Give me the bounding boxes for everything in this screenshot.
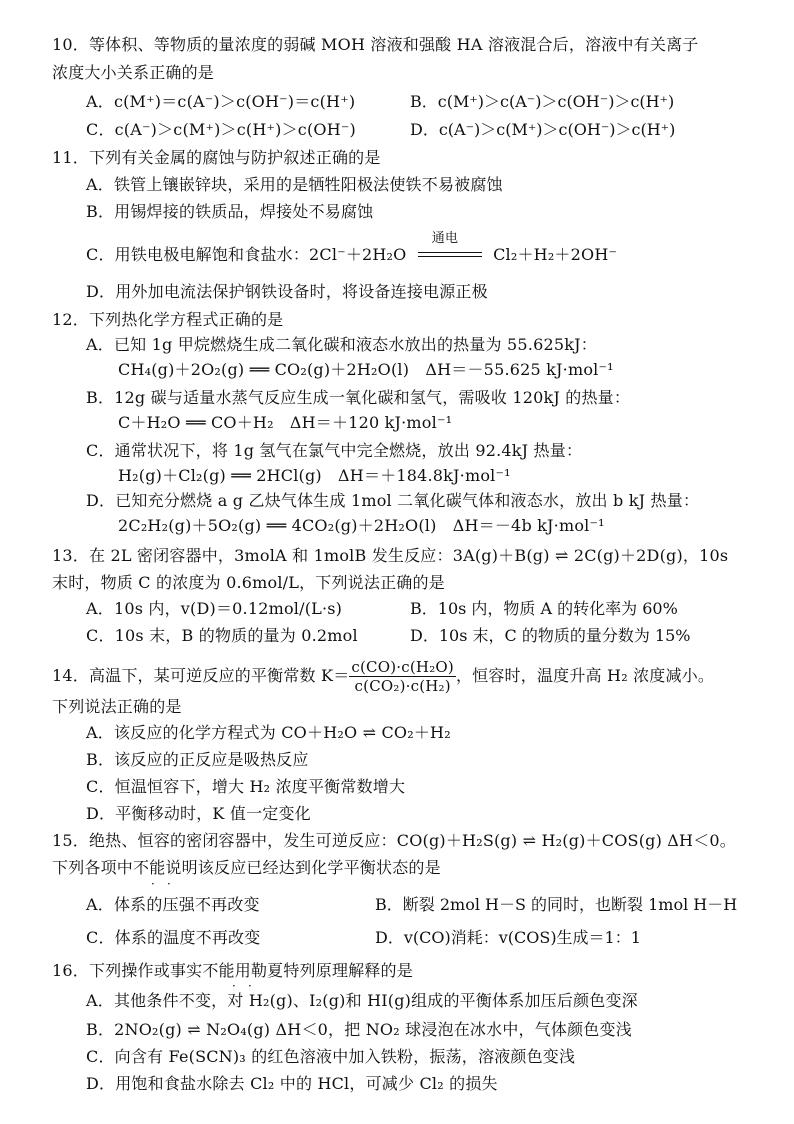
q14-stem-line2: 下列说法正确的是 (52, 697, 182, 716)
q11-option-a: A．铁管上镶嵌锌块，采用的是牺牲阳极法使铁不易被腐蚀 (86, 175, 503, 194)
q12-option-a-line1: A．已知 1g 甲烷燃烧生成二氧化碳和液态水放出的热量为 55.625kJ： (86, 335, 597, 354)
emphasis-dot: · (248, 979, 252, 993)
q15-option-d: D．v(CO)消耗：v(COS)生成＝1：1 (375, 928, 641, 947)
q14-option-c: C．恒温恒容下，增大 H₂ 浓度平衡常数增大 (86, 777, 406, 796)
q14-option-d: D．平衡移动时，K 值一定变化 (86, 804, 311, 823)
emphasis-dot: · (167, 877, 171, 891)
equilibrium-constant-fraction (349, 658, 456, 695)
q12-option-d-equation: 2C₂H₂(g)＋5O₂(g) ══ 4CO₂(g)＋2H₂O(l) ΔH＝－4b kJ·mol⁻¹ (118, 516, 605, 535)
q10-option-c: C．c(A⁻)＞c(M⁺)＞c(H⁺)＞c(OH⁻) (86, 120, 356, 139)
q12-option-c-line1: C．通常状况下，将 1g 氢气在氯气中完全燃烧，放出 92.4kJ 热量： (86, 441, 583, 460)
q16-option-b: B．2NO₂(g) ⇌ N₂O₄(g) ΔH＜0，把 NO₂ 球浸泡在冰水中，气体颜色变浅 (86, 1020, 632, 1039)
emphasis-dot: · (232, 979, 236, 993)
q15-option-a: A．体系的压强不再改变 (86, 895, 260, 914)
q14-stem-pre: 14．高温下，某可逆反应的平衡常数 K＝ (52, 666, 350, 685)
q16-stem: 16．下列操作或事实不能用勒夏特列原理解释的是 (52, 961, 413, 980)
q13-stem-line1: 13．在 2L 密闭容器中，3molA 和 1molB 发生反应：3A(g)＋B(g) ⇌ 2C(g)＋2D(g)，10s (52, 546, 729, 565)
q13-stem-line2: 末时，物质 C 的浓度为 0.6mol/L，下列说法正确的是 (52, 573, 445, 592)
q14-stem-post: ，恒容时，温度升高 H₂ 浓度减小。 (455, 666, 715, 685)
q10-stem-line1: 10．等体积、等物质的量浓度的弱碱 MOH 溶液和强酸 HA 溶液混合后，溶液中有关离子 (52, 35, 699, 54)
q10-stem-line2: 浓度大小关系正确的是 (52, 63, 215, 82)
q15-stem-line2: 下列各项中不能说明该反应已经达到化学平衡状态的是 (52, 858, 441, 877)
q11-stem: 11．下列有关金属的腐蚀与防护叙述正确的是 (52, 148, 381, 167)
q14-option-b: B．该反应的正反应是吸热反应 (86, 750, 309, 769)
q13-option-b: B．10s 内，物质 A 的转化率为 60% (410, 599, 678, 618)
fraction-denominator: c(CO₂)·c(H₂) (354, 677, 451, 695)
q12-stem: 12．下列热化学方程式正确的是 (52, 310, 284, 329)
fraction-numerator: c(CO)·c(H₂O) (351, 658, 454, 676)
q16-option-d: D．用饱和食盐水除去 Cl₂ 中的 HCl，可减少 Cl₂ 的损失 (86, 1074, 498, 1093)
electrolysis-arrow (418, 231, 482, 266)
q11-option-d: D．用外加电流法保护钢铁设备时，将设备连接电源正极 (86, 282, 488, 301)
q13-option-a: A．10s 内，v(D)＝0.12mol/(L·s) (86, 599, 343, 618)
q13-option-d: D．10s 末，C 的物质的量分数为 15% (410, 626, 691, 645)
q12-option-b-equation: C＋H₂O ══ CO＋H₂ ΔH＝＋120 kJ·mol⁻¹ (118, 413, 453, 432)
q11-option-c-right: Cl₂＋H₂＋2OH⁻ (493, 245, 618, 264)
q14-option-a: A．该反应的化学方程式为 CO＋H₂O ⇌ CO₂＋H₂ (86, 723, 451, 742)
q10-option-d: D．c(A⁻)＞c(M⁺)＞c(OH⁻)＞c(H⁺) (410, 120, 676, 139)
q12-option-c-equation: H₂(g)＋Cl₂(g) ══ 2HCl(g) ΔH＝＋184.8kJ·mol⁻¹ (118, 466, 511, 485)
q15-option-c: C．体系的温度不再改变 (86, 928, 261, 947)
q10-option-b: B．c(M⁺)＞c(A⁻)＞c(OH⁻)＞c(H⁺) (410, 92, 675, 111)
q14-stem-line1 (52, 658, 714, 695)
q15-stem-line1: 15．绝热、恒容的密闭容器中，发生可逆反应：CO(g)＋H₂S(g) ⇌ H₂(g)＋COS(g) ΔH＜0。 (52, 831, 736, 850)
q12-option-a-equation: CH₄(g)＋2O₂(g) ══ CO₂(g)＋2H₂O(l) ΔH＝－55.625 kJ·mol⁻¹ (118, 360, 614, 379)
q15-option-b: B．断裂 2mol H－S 的同时，也断裂 1mol H－H (375, 895, 738, 914)
q13-option-c: C．10s 末，B 的物质的量为 0.2mol (86, 626, 358, 645)
q11-option-c-left: C．用铁电极电解饱和食盐水：2Cl⁻＋2H₂O (86, 245, 407, 264)
q11-option-b: B．用锡焊接的铁质品，焊接处不易腐蚀 (86, 202, 374, 221)
electrolysis-condition: 通电 (431, 231, 459, 246)
q12-option-b-line1: B．12g 碳与适量水蒸气反应生成一氧化碳和氢气，需吸收 120kJ 的热量： (86, 388, 631, 407)
q11-option-c (86, 231, 618, 266)
q16-option-a: A．其他条件不变，对 H₂(g)、I₂(g)和 HI(g)组成的平衡体系加压后颜色变深 (86, 991, 638, 1010)
q12-option-d-line1: D．已知充分燃烧 a g 乙炔气体生成 1mol 二氧化碳气体和液态水，放出 b kJ 热量： (86, 491, 700, 510)
q10-option-a: A．c(M⁺)＝c(A⁻)＞c(OH⁻)＝c(H⁺) (86, 92, 356, 111)
emphasis-dot: · (151, 877, 155, 891)
q16-option-c: C．向含有 Fe(SCN)₃ 的红色溶液中加入铁粉，振荡，溶液颜色变浅 (86, 1047, 576, 1066)
